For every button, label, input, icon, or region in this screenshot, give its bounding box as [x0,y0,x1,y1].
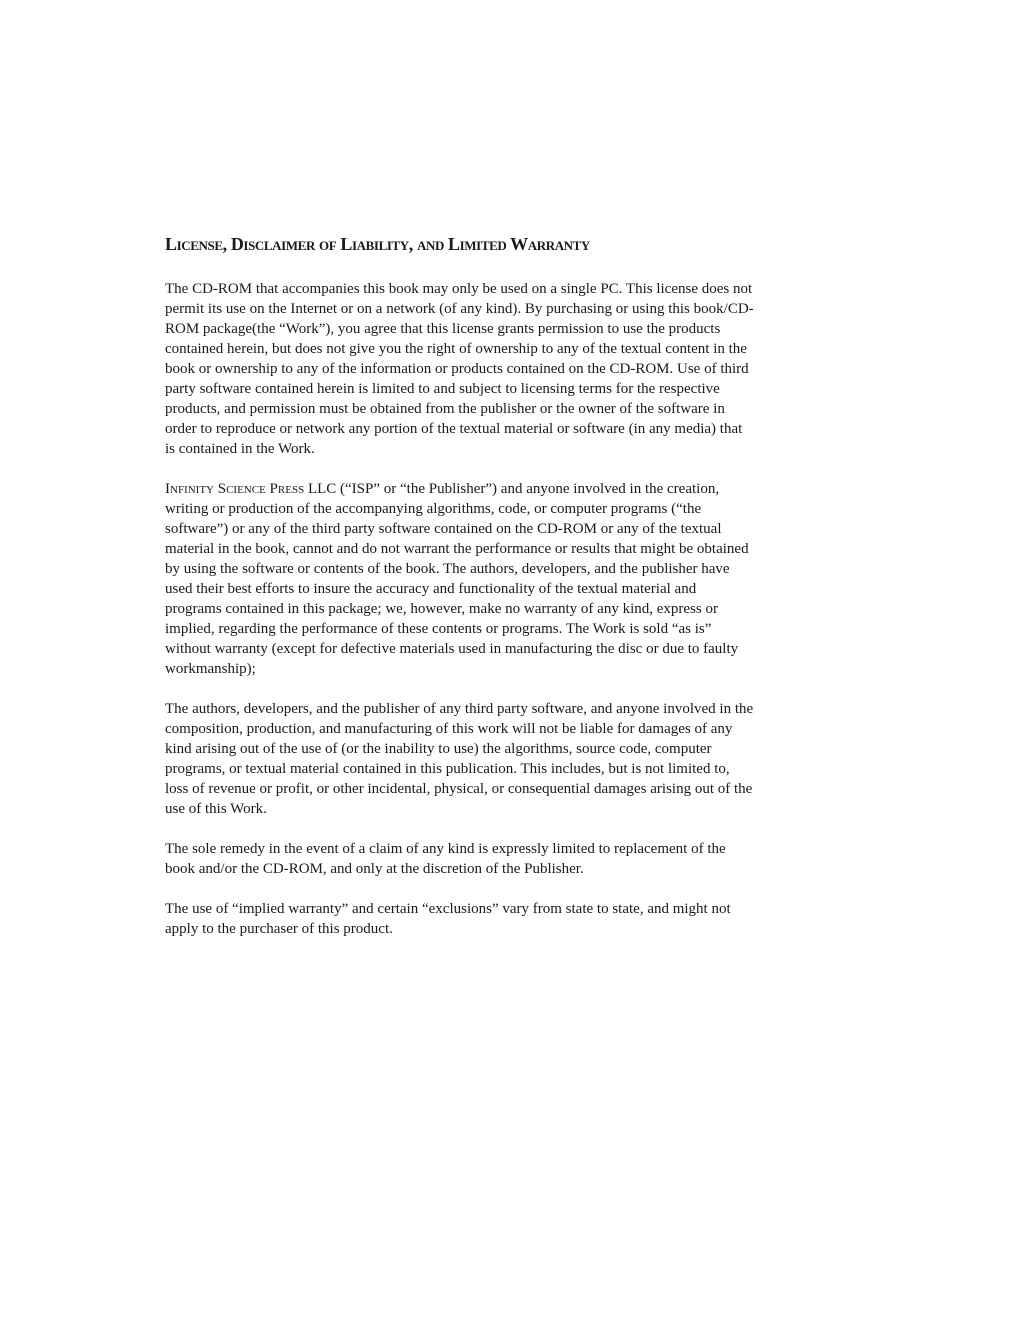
paragraph-liability [165,699,845,819]
text-line: loss of revenue or profit, or other incidental, physical, or consequential damages arising out of the [165,781,753,797]
text-line: The use of “implied warranty” and certain “exclusions” vary from state to state, and might not [165,901,731,917]
license-page [165,233,845,939]
text-line: software”) or any of the third party software contained on the CD-ROM or any of the textual [165,521,722,537]
text-line: implied, regarding the performance of these contents or programs. The Work is sold “as is” [165,621,712,637]
text-line: material in the book, cannot and do not warrant the performance or results that might be obtained [165,541,749,557]
text-line: party software contained herein is limited to and subject to licensing terms for the respective [165,381,720,397]
text-line: The sole remedy in the event of a claim of any kind is expressly limited to replacement of the [165,841,726,857]
publisher-name: Infinity Science Press [165,481,305,497]
page-title: License, Disclaimer of Liability, and Limited Warranty [165,234,590,254]
text-line: workmanship); [165,661,256,677]
text-line: The CD-ROM that accompanies this book may only be used on a single PC. This license does not [165,281,753,297]
text-line: products, and permission must be obtained from the publisher or the owner of the software in [165,401,725,417]
text-line: use of this Work. [165,801,267,817]
text-line: kind arising out of the use of (or the inability to use) the algorithms, source code, computer [165,741,712,757]
text-line: permit its use on the Internet or on a network (of any kind). By purchasing or using this book/CD- [165,301,754,317]
text-line: book or ownership to any of the information or products contained on the CD-ROM. Use of third [165,361,749,377]
text-line: contained herein, but does not give you the right of ownership to any of the textual content in the [165,341,747,357]
text-line: by using the software or contents of the book. The authors, developers, and the publisher have [165,561,730,577]
text-line: used their best efforts to insure the accuracy and functionality of the textual material and [165,581,697,597]
text-line: programs contained in this package; we, however, make no warranty of any kind, express or [165,601,718,617]
text-line: writing or production of the accompanying algorithms, code, or computer programs (“the [165,501,702,517]
paragraph-sole-remedy [165,839,845,879]
text-line: apply to the purchaser of this product. [165,921,393,937]
text-line: book and/or the CD-ROM, and only at the discretion of the Publisher. [165,861,584,877]
paragraph-cdrom-license [165,279,845,459]
text-line: order to reproduce or network any portion of the textual material or software (in any media) that [165,421,743,437]
text-line: without warranty (except for defective materials used in manufacturing the disc or due to faulty [165,641,739,657]
text-line: is contained in the Work. [165,441,315,457]
paragraph-implied-warranty [165,899,845,939]
text-line: ROM package(the “Work”), you agree that this license grants permission to use the products [165,321,721,337]
text-line [165,479,845,499]
paragraph-publisher-disclaimer [165,479,845,679]
text-line: programs, or textual material contained in this publication. This includes, but is not limited to, [165,761,730,777]
text-line: The authors, developers, and the publisher of any third party software, and anyone involved in the [165,701,754,717]
text-line: composition, production, and manufacturing of this work will not be liable for damages of any [165,721,733,737]
text-fragment: LLC (“ISP” or “the Publisher”) and anyone involved in the creation, [304,481,720,497]
